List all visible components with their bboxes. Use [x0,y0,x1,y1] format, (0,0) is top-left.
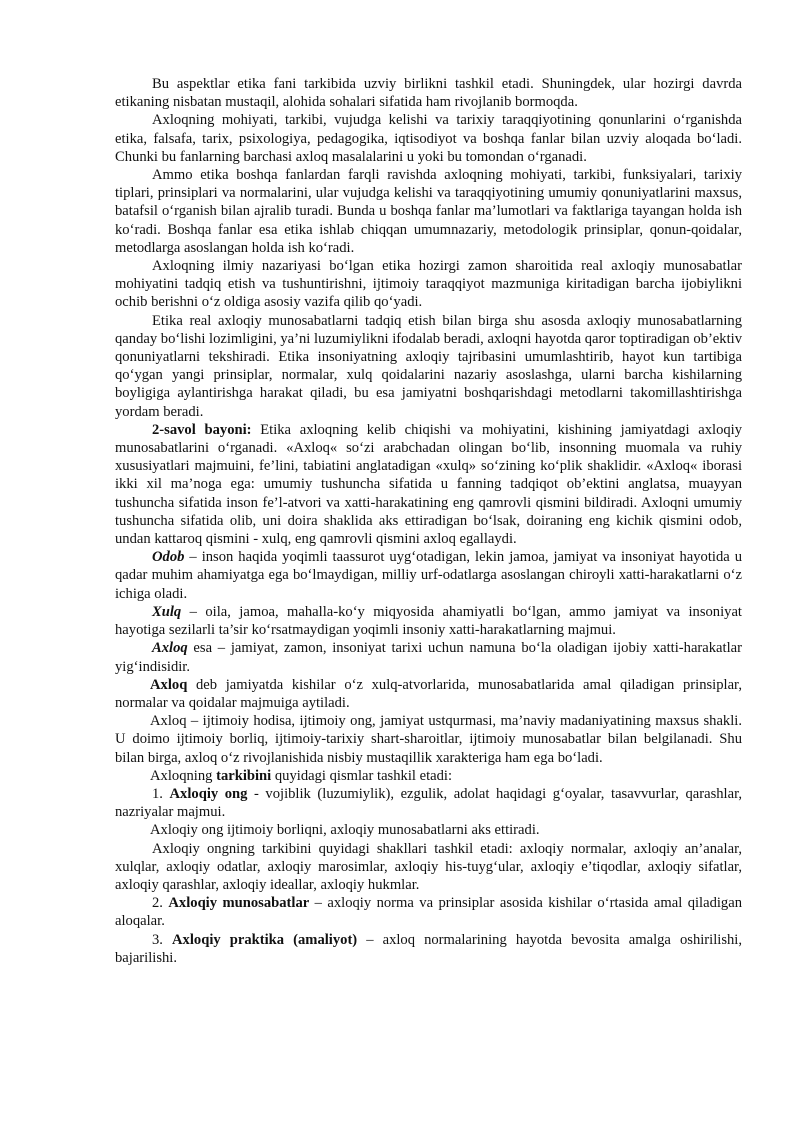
text-run: – axloq normalarining hayotda bevosita amalga oshirilishi, bajarilishi. [115,931,742,966]
document-page [115,75,742,967]
paragraph [115,931,742,967]
bold-term: tarkibini [216,767,272,784]
paragraph [115,712,742,767]
text-run: Etika axloqning kelib chiqishi va mohiyatini, kishining jamiyatdagi axloqiy munosabatlarini o‘rganadi. «Axloq« so‘zi arabchadan olingan bo‘lib, insonning muomala va ruhiy xususiyatlari majmuini, fe’lini, tabiatini anglatadigan «xulq» so‘zining ko‘plik shaklidir. «Axloq« iborasi ikki xil ma’noga ega: umumiy tushuncha sifatida u fanning tadqiqot ob’ektini anglatsa, muayyan tushuncha sifatida inson fe’l-atvori va xatti-harakatining eng qamrovli qismini bildiradi. Axloqni umumiy tushuncha sifatida olib, uni doira shaklida aks ettiradigan bo‘lsak, doiraning eng kichik qismini odob, undan kattaroq qismini - xulq, eng qamrovli qismini axloq egallaydi. [115,421,743,548]
text-run: Etika real axloqiy munosabatlarni tadqiq etish bilan birga shu asosda axloqiy munosabatlarning qanday bo‘lishi lozimligini, ya’ni luzumiylikni ifodalab beradi, axloqni hayotda qaror toptiradigan ob’ektiv qonuniyatlarni tekshiradi. Etika insoniyatning axloqiy tajribasini umumlashtirib, hayot kun tartibiga qo‘ygan yangi prinsiplar, normalar, xulq qoidalarini nazariy asoslashga, ularni barcha kishilarning boyligiga aylantirishga harakat qiladi, bu esa jamiyatni boshqarishdagi metodlarni takomillashtirishga yordam beradi. [115,312,742,420]
paragraph [115,111,742,166]
text-run: - vojiblik (luzumiylik), ezgulik, adolat haqidagi g‘oyalar, tasavvurlar, qarashlar, nazriyalar majmui. [115,785,743,821]
text-run: Bu aspektlar etika fani tarkibida uzviy birlikni tashkil etadi. Shuningdek, ular hozirgi davrda etikaning nisbatan mustaqil, alohida sohalari sifatida ham rivojlanib bormoqda. [115,76,742,111]
text-run: Axloq – ijtimoiy hodisa, ijtimoiy ong, jamiyat ustqurmasi, ma’naviy madaniyatining maxsus shakli. U doimo ijtimoiy borliq, ijtimoiy-tarixiy shart-sharoitlar, ijtimoiy munosabatlar bilan belgilanadi. Shu bilan birga, axloq o‘z rivojlanishida nisbiy mustaqillik xarakteriga ham ega bo‘ladi. [115,713,742,766]
text-run: 1. [152,785,170,802]
text-run: Axloqiy ongning tarkibini quyidagi shakllari tashkil etadi: axloqiy normalar, axloqiy an’analar, xulqlar, axloqiy odatlar, axloqiy marosimlar, axloqiy his-tuyg‘ular, axloqiy e’tiqodlar, axloqiy sifatlar, axloqiy qarashlar, axloqiy ideallar, axloqiy hukmlar. [115,840,742,893]
paragraph [115,421,742,548]
paragraph [115,257,742,312]
emphasized-term: Odob [152,549,185,566]
text-run: 2. [152,895,169,912]
text-run: Axloqning ilmiy nazariyasi bo‘lgan etika hozirgi zamon sharoitida real axloqiy munosabatlar mohiyatini tadqiq etish va tushuntirishni, ijtimoiy taraqqiyot mazmuniga kiritadigan barcha ijobiylikni ochib berishni o‘z oldiga asosiy vazifa qilib qo‘yadi. [115,258,742,311]
paragraph [115,166,742,257]
text-run: esa – jamiyat, zamon, insoniyat tarixi uchun namuna bo‘la oladigan ijobiy xatti-harakatlar yig‘indisidir. [115,640,742,675]
text-run: 3. [152,931,173,948]
paragraph [115,821,742,839]
paragraph [115,312,742,421]
text-run: Axloqning mohiyati, tarkibi, vujudga kelishi va tarixiy taraqqiyotining qonunlarini o‘rganishda etika, falsafa, tarix, psixologiya, pedagogika, iqtisodiyot va boshqa fanlar bilan uzviy aloqada bo‘ladi. Chunki bu fanlarning barchasi axloq masalalarini u yoki bu tomondan o‘rganadi. [115,112,742,165]
text-run: Ammo etika boshqa fanlardan farqli ravishda axloqning mohiyati, tarkibi, funksiyalari, tarixiy tiplari, prinsiplari va normalarini, ular vujudga kelishi va taraqqiyotining umumiy qonuniyatlarini maxsus, batafsil o‘rganish bilan ajralib turadi. Bunda u boshqa fanlar ma’lumotlari va faktlariga tayangan holda ish ko‘radi. Boshqa fanlar esa etika ishlab chiqqan umumnazariy, metodologik prinsiplar, qonun-qoidalar, metodlarga asoslangan holda ish ko‘radi. [115,167,742,256]
paragraph [115,639,742,675]
bold-term: 2-savol bayoni: [152,421,252,438]
bold-term: Axloqiy ong [169,785,248,802]
text-run: Axloqiy ong ijtimoiy borliqni, axloqiy munosabatlarni aks ettiradi. [150,822,540,839]
paragraph [115,840,742,895]
paragraph [115,676,742,712]
bold-term: Axloq [150,676,188,693]
bold-term: Axloqiy munosabatlar [168,895,310,912]
text-run: deb jamiyatda kishilar o‘z xulq-atvorlarida, munosabatlarida amal qiladigan prinsiplar, normalar va qoidalar majmuiga aytiladi. [115,676,742,711]
text-run: quyidagi qismlar tashkil etadi: [271,767,453,784]
paragraph [115,785,742,821]
text-run: – oila, jamoa, mahalla-ko‘y miqyosida ahamiyatli bo‘lgan, ammo jamiyat va insoniyat hayotiga sezilarli ta’sir ko‘rsatmaydigan yoqimli insoniy xatti-harakatlarning majmui. [115,603,742,639]
text-run: – inson haqida yoqimli taassurot uyg‘otadigan, lekin jamoa, jamiyat va insoniyat hayotida u qadar muhim ahamiyatga ega bo‘lmaydigan, milliy urf-odatlarga asoslangan chiroyli xatti-harakatlarni o‘z ichiga oladi. [115,549,742,602]
paragraph [115,894,742,930]
bold-term: Axloqiy praktika (amaliyot) [172,931,358,948]
emphasized-term: Xulq [152,603,182,620]
text-run: Axloqning [150,767,217,784]
paragraph [115,75,742,111]
paragraph [115,603,742,639]
paragraph [115,548,742,603]
paragraph [115,767,742,785]
emphasized-term: Axloq [152,640,188,657]
text-run: – axloqiy norma va prinsiplar asosida kishilar o‘rtasida amal qiladigan aloqalar. [115,895,742,930]
